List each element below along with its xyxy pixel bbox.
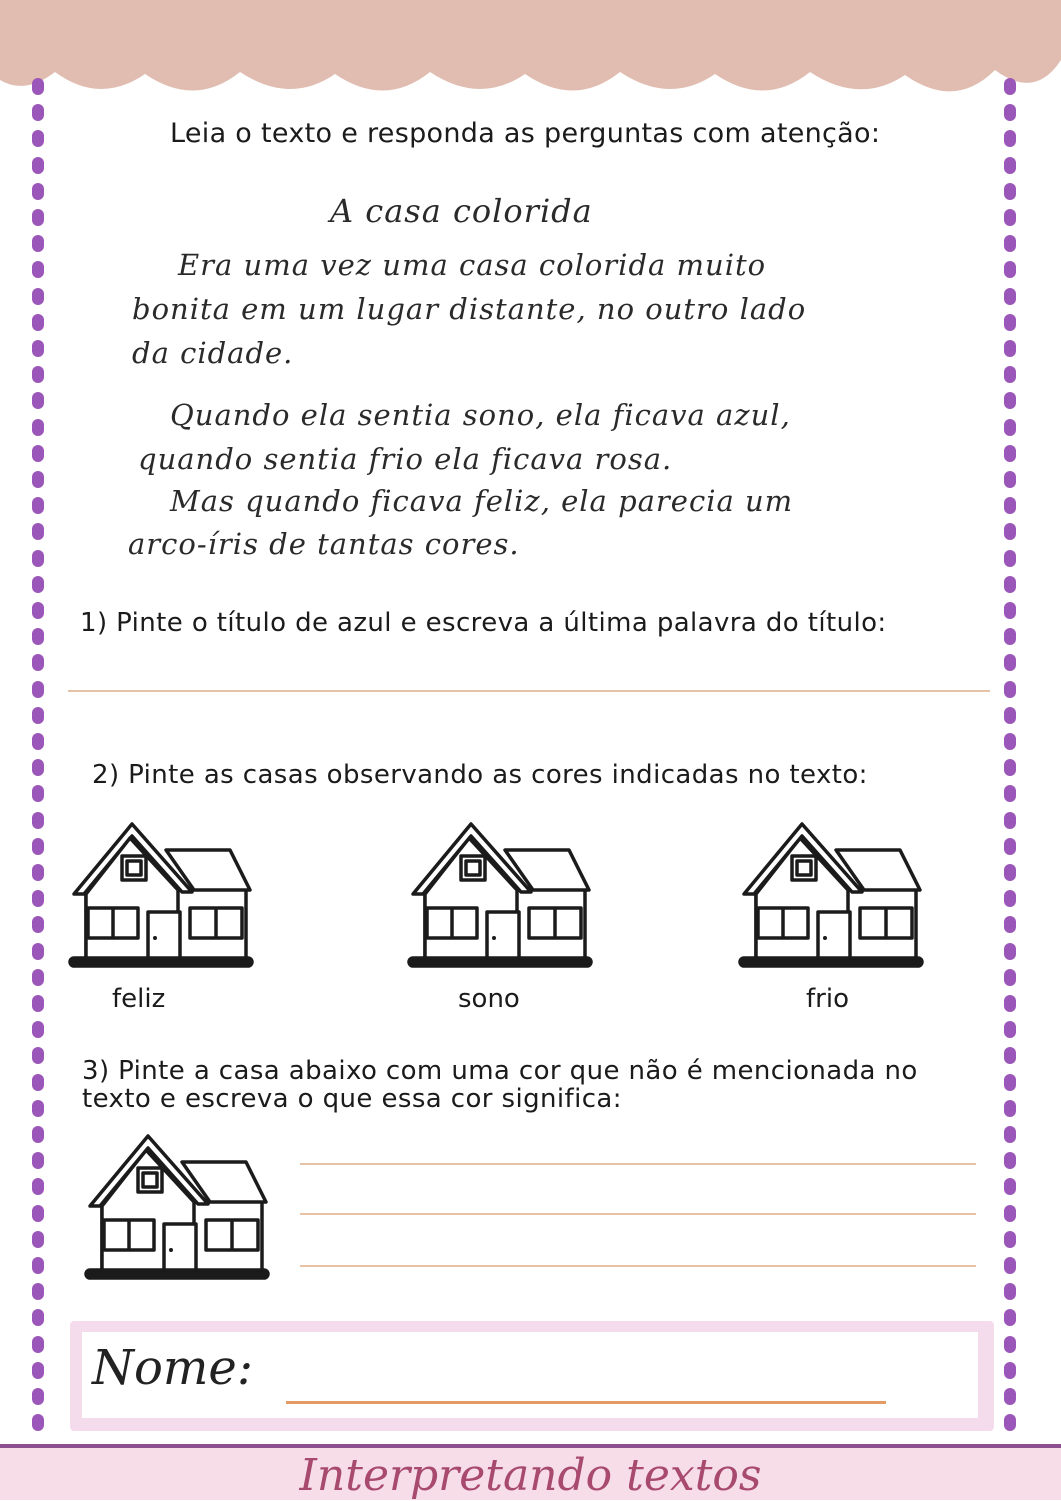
border-dot	[32, 1257, 44, 1274]
border-dot	[1004, 130, 1016, 147]
border-dot	[32, 838, 44, 855]
border-dot	[1004, 1178, 1016, 1195]
border-dot	[32, 733, 44, 750]
border-dot	[1004, 1414, 1016, 1431]
border-dot	[32, 1231, 44, 1248]
border-dot	[1004, 1205, 1016, 1222]
border-dot	[1004, 550, 1016, 567]
border-dot	[32, 681, 44, 698]
border-dot	[32, 209, 44, 226]
border-dot	[1004, 1362, 1016, 1379]
story-line: Quando ela sentia sono, ela ficava azul,	[170, 398, 791, 432]
border-dot	[1004, 78, 1016, 95]
border-dot	[1004, 209, 1016, 226]
border-dot	[32, 1074, 44, 1091]
instruction-text: Leia o texto e responda as perguntas com atenção:	[170, 118, 881, 149]
border-dot	[32, 445, 44, 462]
border-dot	[1004, 759, 1016, 776]
question-3: 3) Pinte a casa abaixo com uma cor que não é mencionada no	[82, 1056, 918, 1086]
border-dot	[1004, 1231, 1016, 1248]
question-2: 2) Pinte as casas observando as cores indicadas no texto:	[92, 760, 868, 790]
border-dot	[32, 288, 44, 305]
border-dot	[1004, 995, 1016, 1012]
name-label: Nome:	[92, 1340, 253, 1396]
story-line: arco-íris de tantas cores.	[128, 527, 520, 561]
border-dot	[1004, 1257, 1016, 1274]
border-dot	[32, 366, 44, 383]
story-line: bonita em um lugar distante, no outro lado	[132, 292, 807, 326]
house-icon[interactable]	[68, 820, 256, 970]
border-dot	[32, 916, 44, 933]
story-line: quando sentia frio ela ficava rosa.	[138, 442, 673, 476]
border-dot	[1004, 1309, 1016, 1326]
border-dot	[32, 1283, 44, 1300]
border-dot	[32, 314, 44, 331]
border-dot	[1004, 497, 1016, 514]
border-dot	[1004, 864, 1016, 881]
border-dot	[1004, 366, 1016, 383]
border-dot	[32, 261, 44, 278]
border-dot	[32, 1336, 44, 1353]
border-dot	[1004, 1283, 1016, 1300]
border-dot	[1004, 681, 1016, 698]
border-dot	[32, 1047, 44, 1064]
border-dot	[32, 235, 44, 252]
border-dot	[1004, 340, 1016, 357]
border-dot	[32, 157, 44, 174]
border-dot	[1004, 969, 1016, 986]
border-dot	[1004, 707, 1016, 724]
border-dot	[32, 497, 44, 514]
border-dot	[32, 759, 44, 776]
border-dot	[32, 1178, 44, 1195]
house-icon[interactable]	[84, 1132, 272, 1282]
border-dot	[32, 864, 44, 881]
border-dot	[1004, 890, 1016, 907]
border-dot	[32, 812, 44, 829]
border-dot	[1004, 1152, 1016, 1169]
border-dot	[1004, 838, 1016, 855]
house-label-feliz: feliz	[112, 984, 166, 1014]
border-dot	[1004, 1336, 1016, 1353]
border-dot	[1004, 785, 1016, 802]
border-dot	[32, 471, 44, 488]
answer-line[interactable]	[300, 1163, 976, 1165]
border-dot	[32, 1126, 44, 1143]
border-dot	[32, 1152, 44, 1169]
border-dot	[32, 523, 44, 540]
house-icon[interactable]	[407, 820, 595, 970]
border-dot	[32, 654, 44, 671]
border-dot	[1004, 654, 1016, 671]
border-dot	[32, 1100, 44, 1117]
border-dot	[1004, 104, 1016, 121]
border-dot	[1004, 523, 1016, 540]
border-dot	[32, 550, 44, 567]
border-dot	[1004, 1100, 1016, 1117]
border-dot	[1004, 1126, 1016, 1143]
border-dot	[1004, 812, 1016, 829]
story-line: da cidade.	[132, 336, 294, 370]
scallop-border	[0, 0, 1061, 110]
house-icon[interactable]	[738, 820, 926, 970]
border-dot	[32, 1309, 44, 1326]
border-dot	[32, 419, 44, 436]
border-dot	[32, 995, 44, 1012]
border-dot	[1004, 1074, 1016, 1091]
border-dot	[32, 78, 44, 95]
border-dot	[1004, 471, 1016, 488]
border-dot	[1004, 628, 1016, 645]
border-dot	[32, 1362, 44, 1379]
border-dot	[1004, 602, 1016, 619]
border-dot	[1004, 943, 1016, 960]
border-dot	[1004, 419, 1016, 436]
answer-line[interactable]	[300, 1213, 976, 1215]
border-dot	[32, 1021, 44, 1038]
border-dot	[32, 943, 44, 960]
border-dot	[1004, 1047, 1016, 1064]
story-line: Era uma vez uma casa colorida muito	[178, 248, 767, 282]
answer-line[interactable]	[68, 690, 990, 692]
border-dot	[1004, 733, 1016, 750]
border-dot	[1004, 392, 1016, 409]
house-label-frio: frio	[806, 984, 849, 1014]
border-dot	[32, 576, 44, 593]
footer-title: Interpretando textos	[299, 1450, 762, 1501]
question-3-continued: texto e escreva o que essa cor significa:	[82, 1084, 622, 1114]
story-line: Mas quando ficava feliz, ela parecia um	[170, 484, 794, 518]
border-dot	[32, 340, 44, 357]
dotted-border-right	[1004, 78, 1018, 1448]
dotted-border-left	[32, 78, 46, 1448]
border-dot	[1004, 157, 1016, 174]
border-dot	[32, 1205, 44, 1222]
house-label-sono: sono	[458, 984, 520, 1014]
border-dot	[32, 785, 44, 802]
question-1: 1) Pinte o título de azul e escreva a última palavra do título:	[80, 608, 887, 638]
border-dot	[1004, 1021, 1016, 1038]
border-dot	[1004, 445, 1016, 462]
answer-line[interactable]	[300, 1265, 976, 1267]
footer-rule	[0, 1444, 1061, 1448]
border-dot	[1004, 235, 1016, 252]
story-title: A casa colorida	[330, 192, 593, 230]
border-dot	[32, 183, 44, 200]
border-dot	[1004, 288, 1016, 305]
border-dot	[1004, 576, 1016, 593]
border-dot	[32, 1414, 44, 1431]
border-dot	[32, 628, 44, 645]
border-dot	[32, 707, 44, 724]
border-dot	[1004, 916, 1016, 933]
border-dot	[1004, 183, 1016, 200]
border-dot	[32, 1388, 44, 1405]
border-dot	[32, 602, 44, 619]
border-dot	[1004, 1388, 1016, 1405]
border-dot	[32, 130, 44, 147]
border-dot	[1004, 314, 1016, 331]
border-dot	[32, 392, 44, 409]
name-input-line[interactable]	[286, 1401, 886, 1404]
border-dot	[32, 969, 44, 986]
border-dot	[32, 104, 44, 121]
border-dot	[1004, 261, 1016, 278]
border-dot	[32, 890, 44, 907]
